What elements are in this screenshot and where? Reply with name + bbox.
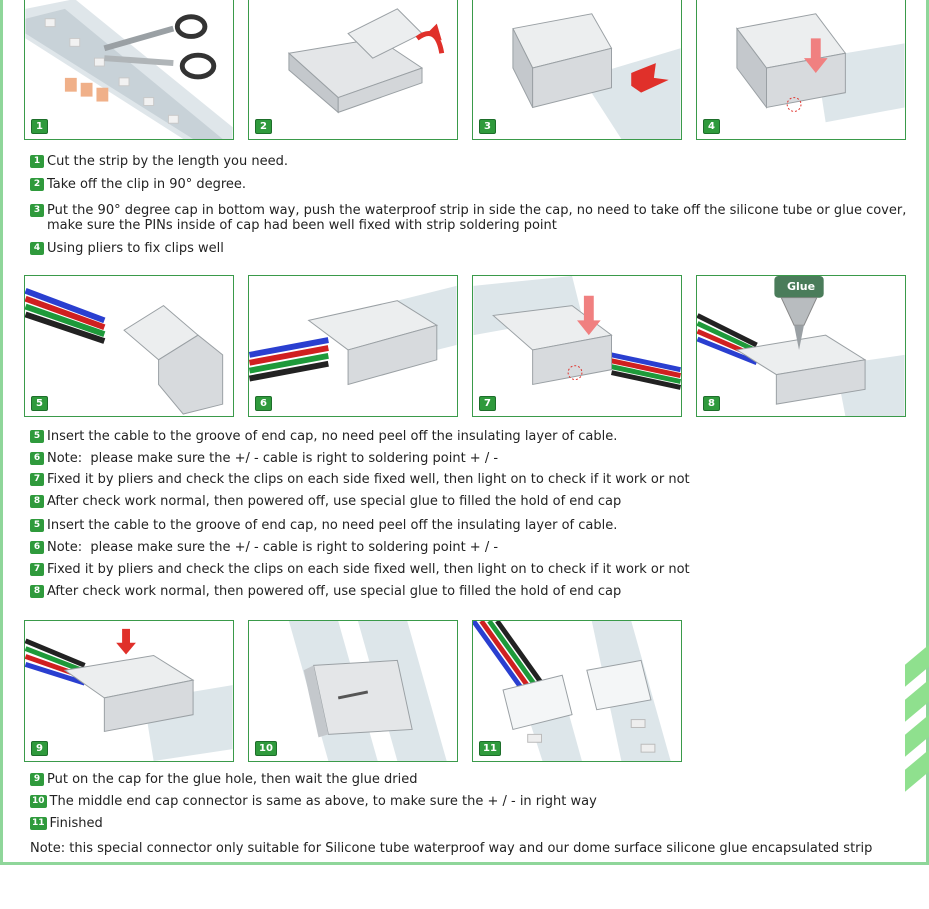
step-number-badge: 10	[32, 796, 45, 806]
illustration-panel-4	[696, 0, 906, 140]
clip-removal-illustration	[249, 0, 457, 139]
glue-fill-illustration	[697, 276, 905, 416]
illustration-panel-9	[24, 620, 234, 762]
step-2	[30, 177, 246, 192]
step-text: Note: please make sure the +/ - cable is right to soldering point + / -	[47, 540, 499, 555]
step-number-badge: 5	[30, 519, 44, 532]
step-badge: 1	[31, 119, 48, 134]
step-badge: 6	[255, 396, 272, 411]
illustration-panel-11	[472, 620, 682, 762]
illustration-panel-3	[472, 0, 682, 140]
illustration-panel-1	[24, 0, 234, 140]
insert-strip-illustration	[473, 0, 681, 139]
step-badge: 2	[255, 119, 272, 134]
illustration-panel-8	[696, 275, 906, 417]
step-text: Insert the cable to the groove of end cap, no need peel off the insulating layer of cable.	[47, 518, 618, 533]
footer-note: Note: this special connector only suitable for Silicone tube waterproof way and our dome surface silicone glue encapsulated strip	[30, 841, 873, 856]
step-1	[30, 154, 288, 169]
step-8-repeat	[30, 584, 621, 599]
step-text: Put on the cap for the glue hole, then wait the glue dried	[47, 772, 418, 787]
glue-label: Glue	[786, 280, 816, 293]
step-text: After check work normal, then powered off, use special glue to filled the hold of end cap	[47, 494, 622, 509]
step-5-repeat	[30, 518, 617, 533]
step-number-badge: 1	[30, 155, 44, 168]
middle-connector-illustration	[249, 621, 457, 761]
step-6-repeat	[30, 540, 498, 555]
step-number-badge: 8	[30, 585, 44, 598]
step-number-badge: 9	[30, 773, 44, 786]
cut-strip-illustration	[25, 0, 233, 139]
step-number-badge: 7	[30, 473, 44, 486]
step-number-badge: 6	[30, 452, 44, 465]
step-badge: 7	[479, 396, 496, 411]
step-7-repeat	[30, 562, 690, 577]
step-badge: 4	[703, 119, 720, 134]
step-8	[30, 494, 621, 509]
step-number-badge: 4	[30, 242, 44, 255]
step-badge: 8	[703, 396, 720, 411]
step-text: Take off the clip in 90° degree.	[47, 177, 247, 192]
step-number-badge: 5	[30, 430, 44, 443]
step-badge: 10	[255, 741, 277, 756]
finished-illustration	[473, 621, 681, 761]
step-6	[30, 451, 498, 466]
illustration-panel-6	[248, 275, 458, 417]
step-badge: 3	[479, 119, 496, 134]
step-3	[30, 203, 927, 233]
step-text: Insert the cable to the groove of end cap, no need peel off the insulating layer of cable.	[47, 429, 618, 444]
step-11	[30, 816, 103, 831]
down-arrow-icon	[116, 629, 136, 655]
illustration-panel-7	[472, 275, 682, 417]
illustration-panel-5	[24, 275, 234, 417]
cap-glue-hole-illustration	[25, 621, 233, 761]
fix-clip-illustration	[697, 0, 905, 139]
step-4	[30, 241, 224, 256]
step-number-badge: 11	[32, 818, 45, 828]
step-badge: 11	[479, 741, 501, 756]
step-text: Put the 90° degree cap in bottom way, push the waterproof strip in side the cap, no need to take off the silicone tube or glue cover, make sure the PINs inside of cap had been well fixed with strip soldering point	[47, 203, 907, 233]
step-text: Finished	[49, 816, 103, 831]
step-9	[30, 772, 417, 787]
step-text: Using pliers to fix clips well	[47, 241, 224, 256]
step-text: Cut the strip by the length you need.	[47, 154, 288, 169]
step-text: Fixed it by pliers and check the clips on each side fixed well, then light on to check if it work or not	[47, 562, 690, 577]
step-text: Note: please make sure the +/ - cable is right to soldering point + / -	[47, 451, 499, 466]
step-5	[30, 429, 617, 444]
step-number-badge: 3	[30, 204, 44, 217]
step-badge: 9	[31, 741, 48, 756]
illustration-panel-10	[248, 620, 458, 762]
insert-cable-illustration	[25, 276, 233, 416]
step-text: The middle end cap connector is same as above, to make sure the + / - in right way	[49, 794, 597, 809]
cable-connected-illustration	[249, 276, 457, 416]
pliers-fix-illustration	[473, 276, 681, 416]
step-7	[30, 472, 690, 487]
step-text: After check work normal, then powered off, use special glue to filled the hold of end cap	[47, 584, 622, 599]
step-10	[30, 794, 597, 809]
step-number-badge: 8	[30, 495, 44, 508]
step-text: Fixed it by pliers and check the clips on each side fixed well, then light on to check if it work or not	[47, 472, 690, 487]
illustration-panel-2	[248, 0, 458, 140]
step-number-badge: 7	[30, 563, 44, 576]
step-number-badge: 2	[30, 178, 44, 191]
step-number-badge: 6	[30, 541, 44, 554]
step-badge: 5	[31, 396, 48, 411]
